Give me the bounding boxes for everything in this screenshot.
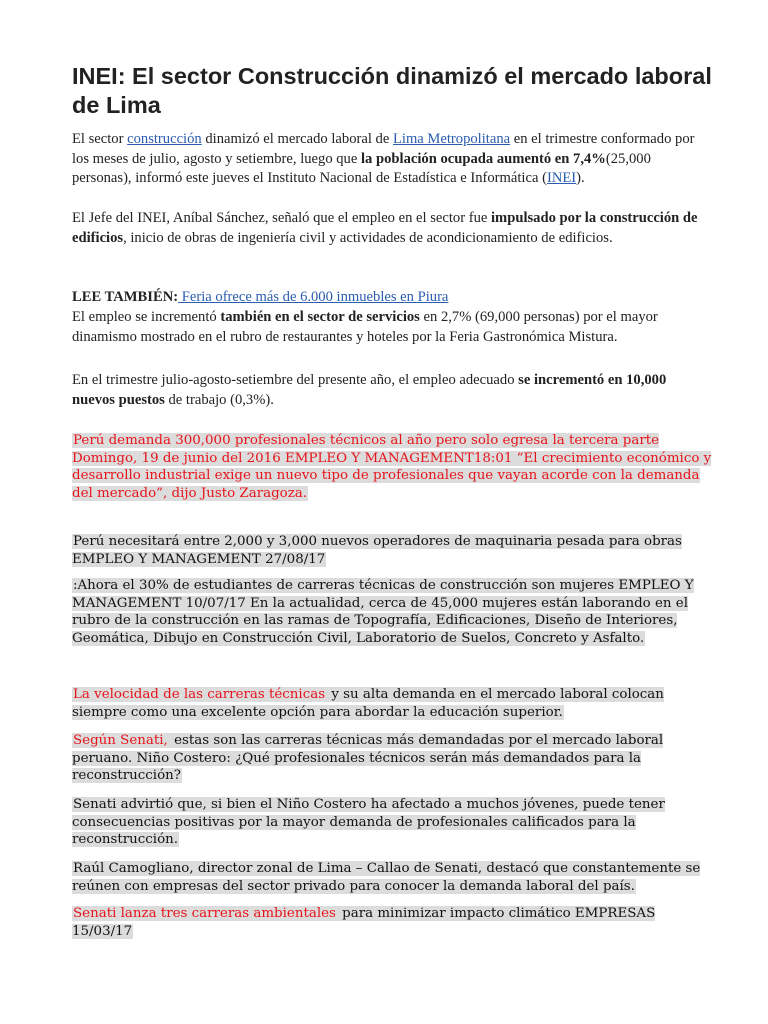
link-construccion[interactable]: construcción xyxy=(127,131,202,147)
bold-text: la población ocupada aumentó en 7,4% xyxy=(360,150,606,167)
article-title: INEI: El sector Construcción dinamizó el mercado laboral de Lima xyxy=(72,63,712,118)
note-6 xyxy=(72,796,712,849)
paragraph-4 xyxy=(72,308,712,347)
text: El sector xyxy=(72,131,128,147)
link-lima-metropolitana[interactable]: Lima Metropolitana xyxy=(392,131,511,147)
note-text: estas son las carreras técnicas más demandadas por el mercado laboral peruano. Niño Costero: ¿Qué profesionales técnicos serán más demandados para la reconstrucción? xyxy=(72,733,664,784)
note-4 xyxy=(72,686,712,721)
note-link-text[interactable]: Senati lanza tres carreras ambientales xyxy=(73,906,336,921)
note-text: para minimizar impacto climático EMPRESAS 15/03/17 xyxy=(72,906,656,939)
note-text: Raúl Camogliano, director zonal de Lima – Callao de Senati, destacó que constantemente se reúnen con empresas del sector privado para conocer la demanda laboral del país. xyxy=(72,861,701,894)
note-2 xyxy=(72,533,712,568)
link-feria-piura[interactable]: Feria ofrece más de 6.000 inmuebles en Piura xyxy=(178,289,449,305)
note-7 xyxy=(72,860,712,895)
text: En el trimestre julio-agosto-setiembre del presente año, el empleo adecuado xyxy=(72,372,519,388)
lee-tambien-label: LEE TAMBIÉN: xyxy=(72,289,179,305)
note-link-text[interactable]: La velocidad de las carreras técnicas xyxy=(73,687,326,702)
note-5 xyxy=(72,732,712,785)
text: , inicio de obras de ingeniería civil y actividades de acondicionamiento de edificios. xyxy=(123,229,613,246)
text: de trabajo (0,3%). xyxy=(164,391,274,408)
note-text: Perú necesitará entre 2,000 y 3,000 nuevos operadores de maquinaria pesada para obras EMPLEO Y MANAGEMENT 27/08/17 xyxy=(72,534,682,567)
paragraph-lee-tambien xyxy=(72,288,712,308)
note-text: :Ahora el 30% de estudiantes de carreras técnicas de construcción son mujeres EMPLEO Y MANAGEMENT 10/07/17 En la actualidad, cerca de 45,000 mujeres están laborando en el rubro de la construcción en las ramas de Topografía, Edificaciones, Diseño de Interiores, Geomática, Dibujo en Construcción Civil, Laboratorio de Suelos, Concreto y Asfalto. xyxy=(72,578,694,646)
text: dinamizó el mercado laboral de xyxy=(201,131,393,147)
text: (25,000 personas), informó este jueves el Instituto Nacional de Estadística e Informática ( xyxy=(72,150,651,187)
bold-text: también en el sector de servicios xyxy=(220,309,420,325)
note-text: Senati advirtió que, si bien el Niño Costero ha afectado a muchos jóvenes, puede tener consecuencias positivas por la mayor demanda de profesionales calificados para la reconstrucción. xyxy=(72,797,665,848)
note-link-text[interactable]: Según Senati, xyxy=(73,733,168,748)
text: El empleo se incrementó xyxy=(72,309,221,325)
note-text: Perú demanda 300,000 profesionales técnicos al año pero solo egresa la tercera parte Domingo, 19 de junio del 2016 EMPLEO Y MANAGEMENT18:01 “El crecimiento económico y desarrollo industrial exige un nuevo tipo de profesionales que vayan acorde con la demanda del mercado”, dijo Justo Zaragoza. xyxy=(72,433,712,501)
bold-text: se incrementó en 10,000 nuevos puestos xyxy=(72,372,667,408)
text: en el trimestre conformado por los meses de julio, agosto y setiembre, luego que xyxy=(72,131,695,167)
note-1 xyxy=(72,432,712,502)
text: en 2,7% (69,000 personas) por el mayor dinamismo mostrado en el rubro de restaurantes y hoteles por la Feria Gastronómica Mistura. xyxy=(72,309,658,345)
text: ). xyxy=(576,170,585,187)
paragraph-1 xyxy=(72,130,712,189)
link-inei[interactable]: INEI xyxy=(546,170,577,187)
note-8 xyxy=(72,905,712,940)
bold-text: impulsado por la construcción de edificios xyxy=(72,210,698,246)
note-text: y su alta demanda en el mercado laboral colocan siempre como una excelente opción para abordar la educación superior. xyxy=(72,687,664,720)
paragraph-2 xyxy=(72,209,712,248)
note-3 xyxy=(72,577,712,647)
paragraph-5 xyxy=(72,371,712,410)
text: El Jefe del INEI, Aníbal Sánchez, señaló que el empleo en el sector fue xyxy=(72,210,491,226)
